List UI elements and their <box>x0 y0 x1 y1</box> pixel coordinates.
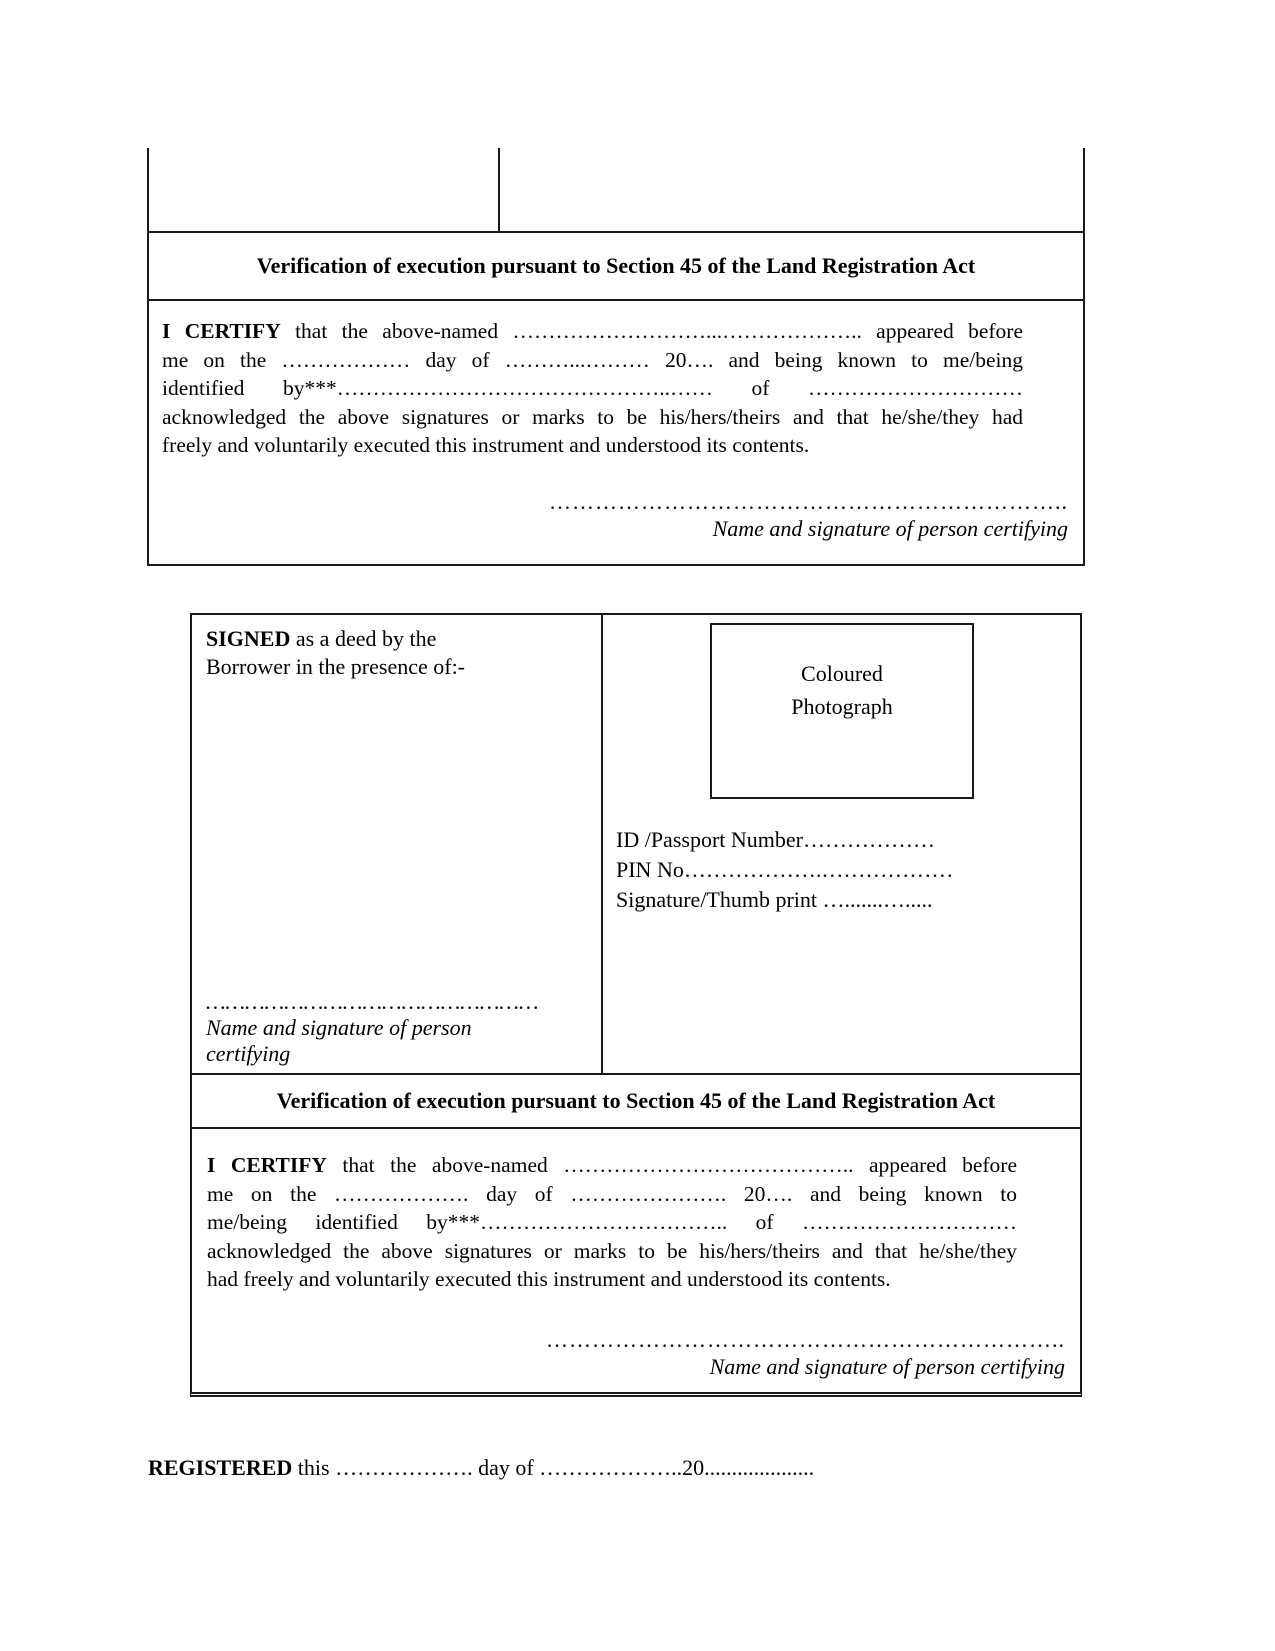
registered-lead: REGISTERED <box>148 1455 293 1480</box>
certifier-signature-block-1 <box>149 488 1083 542</box>
section-header-1-text: Verification of execution pursuant to Section 45 of the Land Registration Act <box>256 253 976 278</box>
paragraph-text: that the above-named ………………………...……………….. appeared before <box>280 319 1024 343</box>
paragraph-line <box>162 317 1023 346</box>
certify-body-2 <box>192 1129 1080 1392</box>
paragraph-line: identified by***………………………………………..…… of ………………………… <box>162 376 1023 400</box>
top-empty-row <box>149 148 1083 233</box>
witness-signature-block <box>206 989 551 1067</box>
paragraph-line: acknowledged the above signatures or marks to be his/hers/theirs and that he/she/they <box>207 1238 1017 1263</box>
paragraph-line: me/being identified by***…………………………….. of ………………………… <box>207 1210 1017 1234</box>
certify-lead: I CERTIFY <box>162 319 281 343</box>
section-header-2 <box>192 1075 1080 1129</box>
signature-dotted-line: ………………………………………………………….. <box>549 488 1068 514</box>
id-passport-line: ID /Passport Number……………… <box>616 827 935 852</box>
registered-text: this ………………. day of ………………..20.................... <box>292 1455 815 1480</box>
coloured-photograph-box <box>710 623 974 799</box>
registered-line <box>148 1455 814 1481</box>
certify-lead: I CERTIFY <box>207 1153 327 1177</box>
pin-number-line: PIN No……………….……………… <box>616 857 954 882</box>
paragraph-text: that the above-named ………………………………….. appeared before <box>326 1153 1018 1177</box>
signed-row <box>192 615 1080 1075</box>
photo-box-label: Photograph <box>791 694 893 719</box>
top-empty-cell-left <box>149 148 500 231</box>
certify-paragraph-1 <box>162 317 1023 460</box>
signed-line <box>206 625 587 653</box>
certifier-signature-block-2 <box>192 1326 1080 1380</box>
paragraph-line: me on the ………………. day of …………………. 20…. and being known to <box>207 1181 1017 1206</box>
signature-dotted-line: …………………………………………… <box>206 989 539 1014</box>
signed-line: Borrower in the presence of:- <box>206 654 466 679</box>
photo-box-label: Coloured <box>801 661 883 686</box>
signature-caption: Name and signature of person certifying <box>709 1353 1065 1379</box>
paragraph-line: had freely and voluntarily executed this instrument and understood its contents. <box>207 1267 891 1291</box>
paragraph-line: acknowledged the above signatures or marks to be his/hers/theirs and that he/she/they had <box>162 404 1023 429</box>
signed-lead: SIGNED <box>206 626 291 651</box>
signature-caption: Name and signature of person certifying <box>712 515 1068 541</box>
signature-caption: Name and signature of person certifying <box>206 1015 472 1066</box>
photo-id-cell <box>603 615 1080 1073</box>
certify-body-1 <box>149 301 1083 564</box>
section-header-1 <box>149 233 1083 301</box>
verification-table-1 <box>147 148 1085 566</box>
signed-text: as a deed by the <box>290 626 437 651</box>
paragraph-line <box>207 1151 1017 1180</box>
signed-cell <box>192 615 603 1073</box>
identification-lines <box>616 825 1080 915</box>
paragraph-line: freely and voluntarily executed this instrument and understood its contents. <box>162 433 810 457</box>
signed-deed-table <box>190 613 1082 1397</box>
section-header-2-text: Verification of execution pursuant to Section 45 of the Land Registration Act <box>276 1088 996 1113</box>
top-empty-cell-right <box>500 148 1083 231</box>
signature-thumbprint-line: Signature/Thumb print ….......…..... <box>616 887 933 912</box>
signature-dotted-line: ………………………………………………………….. <box>546 1326 1065 1352</box>
certify-paragraph-2 <box>207 1151 1017 1294</box>
paragraph-line: me on the ……………… day of ………...……… 20…. and being known to me/being <box>162 347 1023 372</box>
